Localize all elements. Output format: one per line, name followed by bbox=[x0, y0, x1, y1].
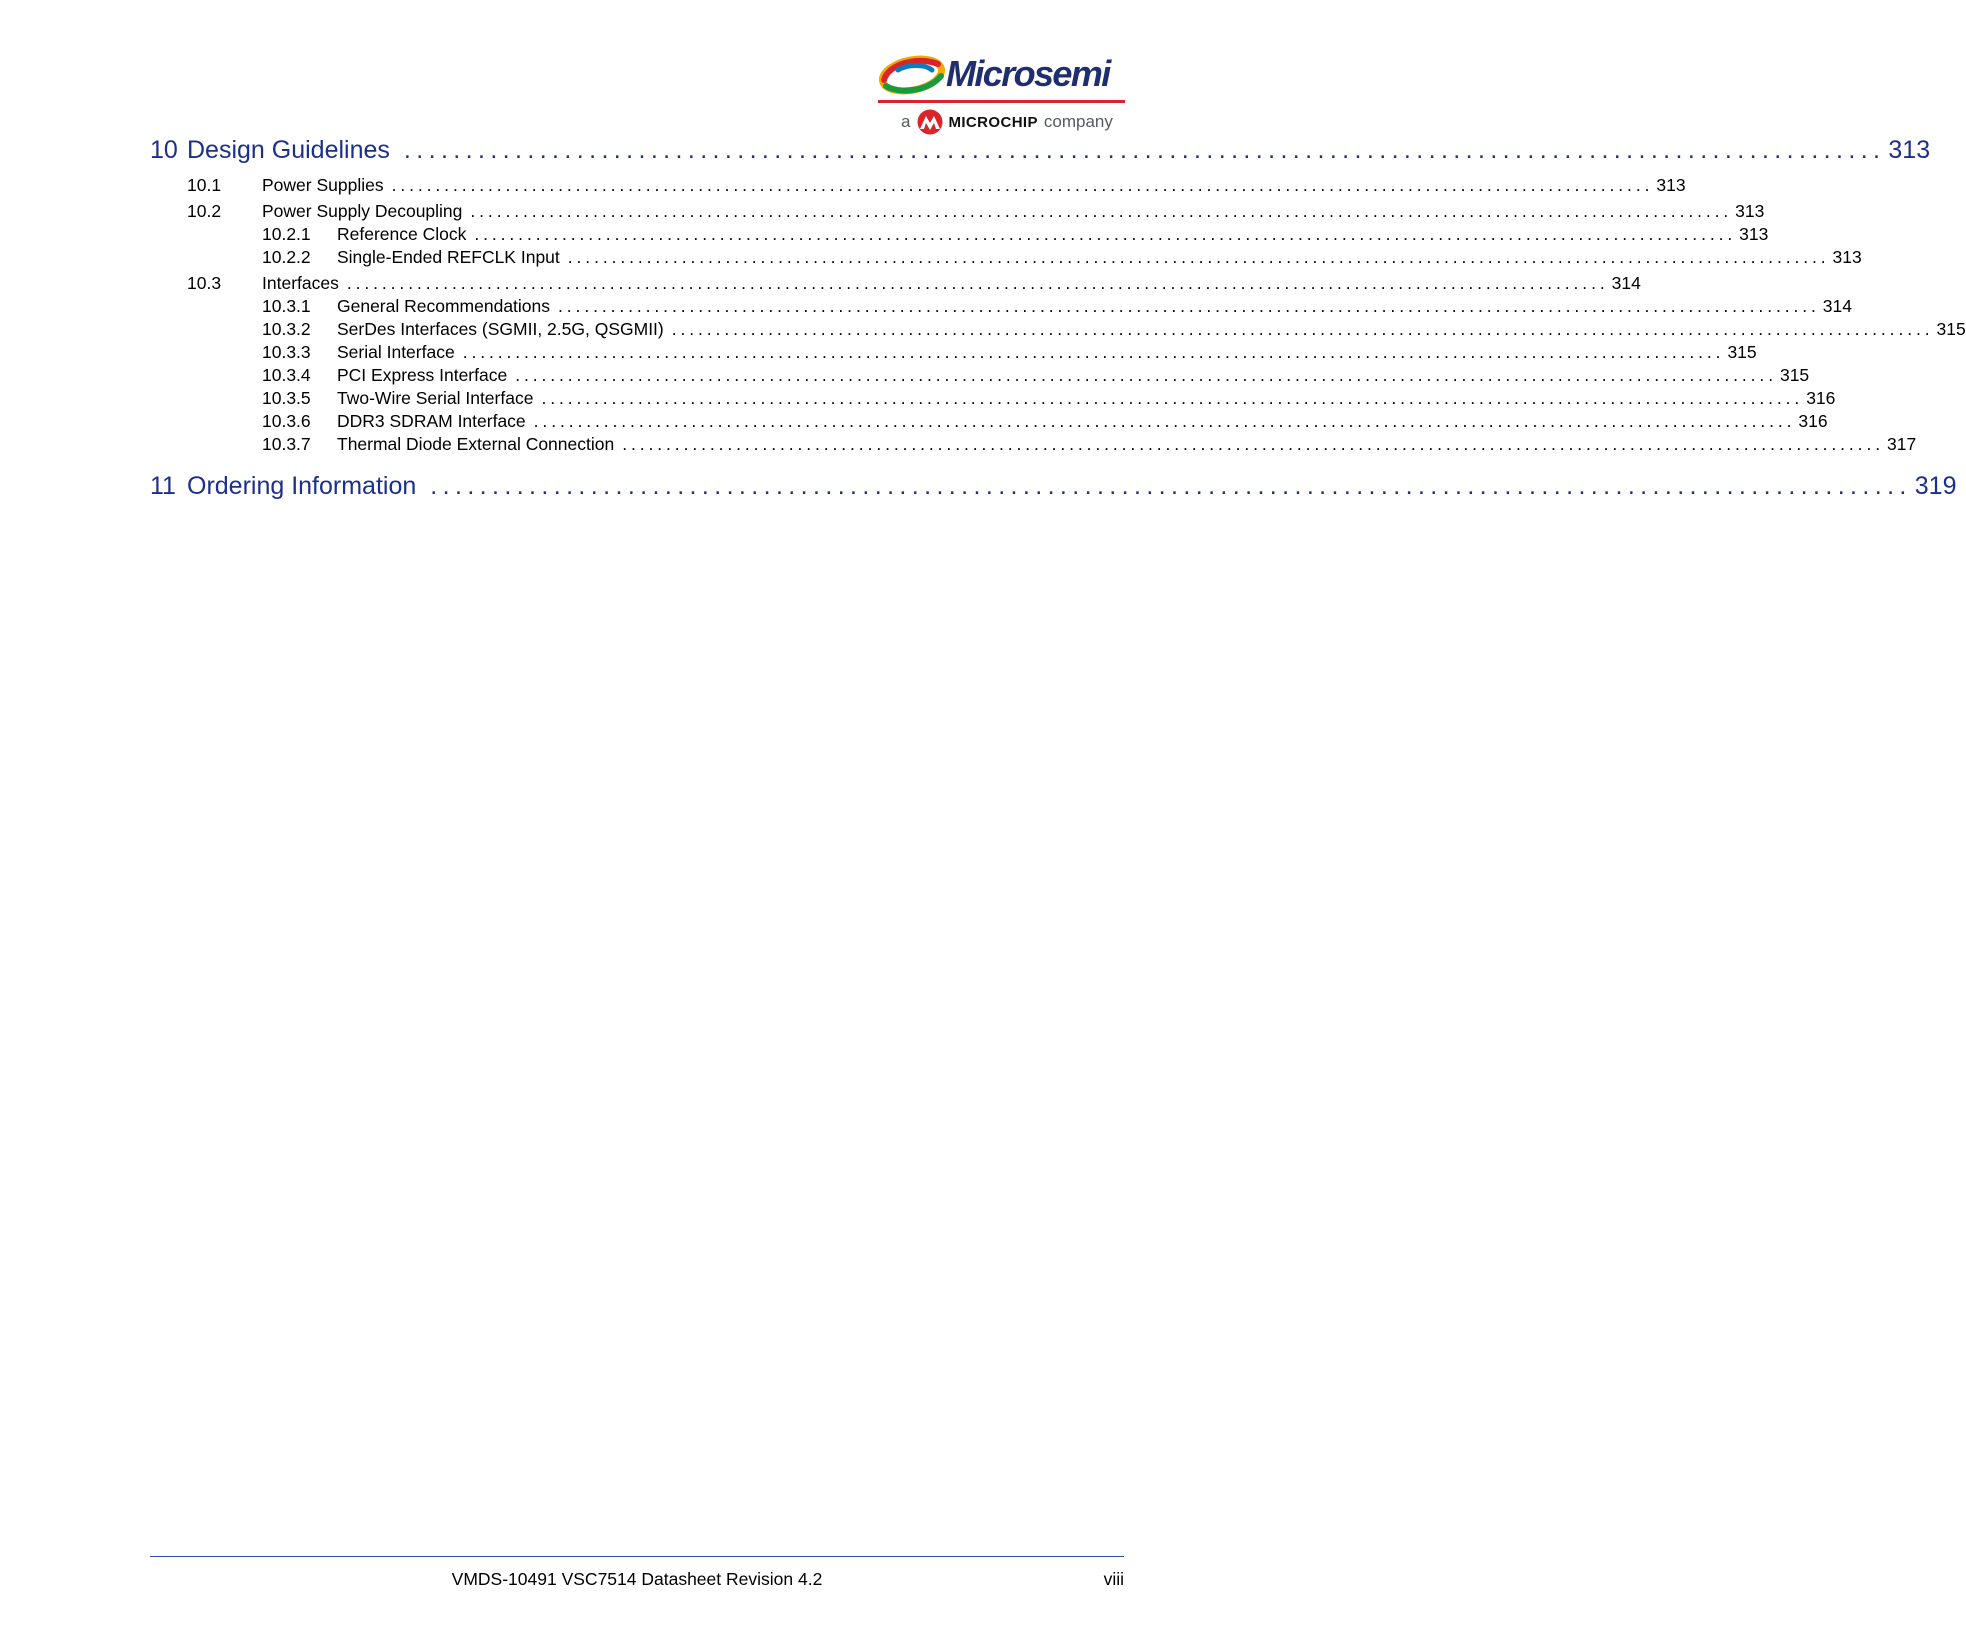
toc-entry-10-2-2[interactable] bbox=[262, 247, 1862, 268]
footer-rule bbox=[150, 1556, 1124, 1557]
toc-leader: ................................................................................................................................................ bbox=[671, 319, 1934, 339]
toc-page-number: 317 bbox=[1886, 434, 1917, 454]
toc-leader: ................................................................................................................................................ bbox=[622, 434, 1884, 454]
toc-entry-10-3-3[interactable] bbox=[262, 342, 1757, 363]
toc-leader: ................................................................................................................................................ bbox=[533, 411, 1796, 431]
toc-title: Reference Clock bbox=[337, 224, 467, 244]
toc-number: 10.3.1 bbox=[262, 296, 311, 316]
microchip-icon bbox=[916, 109, 944, 135]
toc-leader: ........................................................................................................................ bbox=[430, 472, 1912, 500]
toc-leader: ................................................................................................................................................ bbox=[346, 273, 1609, 293]
toc-title: Ordering Information bbox=[187, 472, 417, 500]
toc-number: 10.3 bbox=[187, 273, 222, 293]
toc-page-number: 316 bbox=[1798, 411, 1828, 431]
toc-title: Design Guidelines bbox=[187, 136, 390, 164]
footer-page-number: viii bbox=[1103, 1569, 1124, 1589]
toc-page-number: 316 bbox=[1806, 388, 1836, 408]
toc-number: 10.3.7 bbox=[262, 434, 311, 454]
toc-page-number: 314 bbox=[1822, 296, 1852, 316]
logo-red-rule bbox=[878, 100, 1125, 103]
toc-leader: ................................................................................................................................................ bbox=[541, 388, 1804, 408]
toc-entry-10-3-1[interactable] bbox=[262, 296, 1852, 317]
toc-entry-10-3-5[interactable] bbox=[262, 388, 1836, 409]
toc-number: 10.2.2 bbox=[262, 247, 311, 267]
toc-title: Power Supply Decoupling bbox=[262, 201, 463, 221]
toc-leader: ........................................................................................................................ bbox=[403, 136, 1886, 164]
toc-entry-10-3-2[interactable] bbox=[262, 319, 1966, 340]
toc-page-number: 314 bbox=[1611, 273, 1641, 293]
toc-page-number: 313 bbox=[1832, 247, 1862, 267]
toc-page-number: 313 bbox=[1735, 201, 1765, 221]
toc-page-number: 315 bbox=[1727, 342, 1757, 362]
toc-title: PCI Express Interface bbox=[337, 365, 508, 385]
toc-leader: ................................................................................................................................................ bbox=[391, 175, 1654, 195]
toc-title: Two-Wire Serial Interface bbox=[337, 388, 534, 408]
toc-title: Power Supplies bbox=[262, 175, 384, 195]
toc-number: 10.2.1 bbox=[262, 224, 311, 244]
toc-number: 10.3.5 bbox=[262, 388, 311, 408]
toc-leader: ................................................................................................................................................ bbox=[515, 365, 1777, 385]
logo-wordmark: Microsemi bbox=[946, 53, 1110, 94]
logo-suffix: company bbox=[1043, 112, 1113, 131]
logo-partner-name: MICROCHIP bbox=[948, 113, 1038, 131]
logo-tagline bbox=[901, 108, 1113, 136]
toc-page-number: 313 bbox=[1888, 136, 1931, 164]
toc-chapter-11[interactable] bbox=[150, 472, 1957, 501]
logo-prefix: a bbox=[901, 112, 911, 131]
toc-entry-10-3-6[interactable] bbox=[262, 411, 1828, 432]
toc-leader: ................................................................................................................................................ bbox=[474, 224, 1737, 244]
toc-leader: ................................................................................................................................................ bbox=[462, 342, 1725, 362]
toc-leader: ................................................................................................................................................ bbox=[470, 201, 1733, 221]
toc-page-number: 315 bbox=[1779, 365, 1810, 385]
toc-title: Thermal Diode External Connection bbox=[337, 434, 615, 454]
toc-title: SerDes Interfaces (SGMII, 2.5G, QSGMII) bbox=[337, 319, 664, 339]
toc-entry-10-3[interactable] bbox=[187, 273, 1641, 294]
toc-title: DDR3 SDRAM Interface bbox=[337, 411, 526, 431]
toc-page-number: 313 bbox=[1739, 224, 1769, 244]
toc-leader: ................................................................................................................................................ bbox=[567, 247, 1830, 267]
toc-entry-10-2[interactable] bbox=[187, 201, 1765, 222]
toc-number: 10.2 bbox=[187, 201, 222, 221]
toc-entry-10-2-1[interactable] bbox=[262, 224, 1769, 245]
toc-page-number: 313 bbox=[1656, 175, 1686, 195]
toc-page-number: 315 bbox=[1936, 319, 1966, 339]
toc-number: 10.3.3 bbox=[262, 342, 311, 362]
toc-title: General Recommendations bbox=[337, 296, 551, 316]
toc-number: 10.3.6 bbox=[262, 411, 311, 431]
footer-document-title: VMDS-10491 VSC7514 Datasheet Revision 4.2 bbox=[451, 1569, 823, 1589]
toc-number: 10.3.2 bbox=[262, 319, 311, 339]
toc-number: 11 bbox=[150, 472, 176, 500]
toc-entry-10-1[interactable] bbox=[187, 175, 1686, 196]
toc-entry-10-3-4[interactable] bbox=[262, 365, 1810, 386]
toc-title: Interfaces bbox=[262, 273, 339, 293]
toc-title: Serial Interface bbox=[337, 342, 455, 362]
toc-number: 10.1 bbox=[187, 175, 222, 195]
toc-page-number: 319 bbox=[1914, 472, 1957, 500]
toc-chapter-10[interactable] bbox=[150, 136, 1931, 165]
microsemi-swirl-icon bbox=[878, 54, 946, 96]
toc-number: 10.3.4 bbox=[262, 365, 311, 385]
microsemi-logo bbox=[878, 52, 1128, 138]
toc-entry-10-3-7[interactable] bbox=[262, 434, 1917, 455]
toc-number: 10 bbox=[150, 136, 178, 164]
toc-leader: ................................................................................................................................................ bbox=[558, 296, 1820, 316]
toc-title: Single-Ended REFCLK Input bbox=[337, 247, 560, 267]
